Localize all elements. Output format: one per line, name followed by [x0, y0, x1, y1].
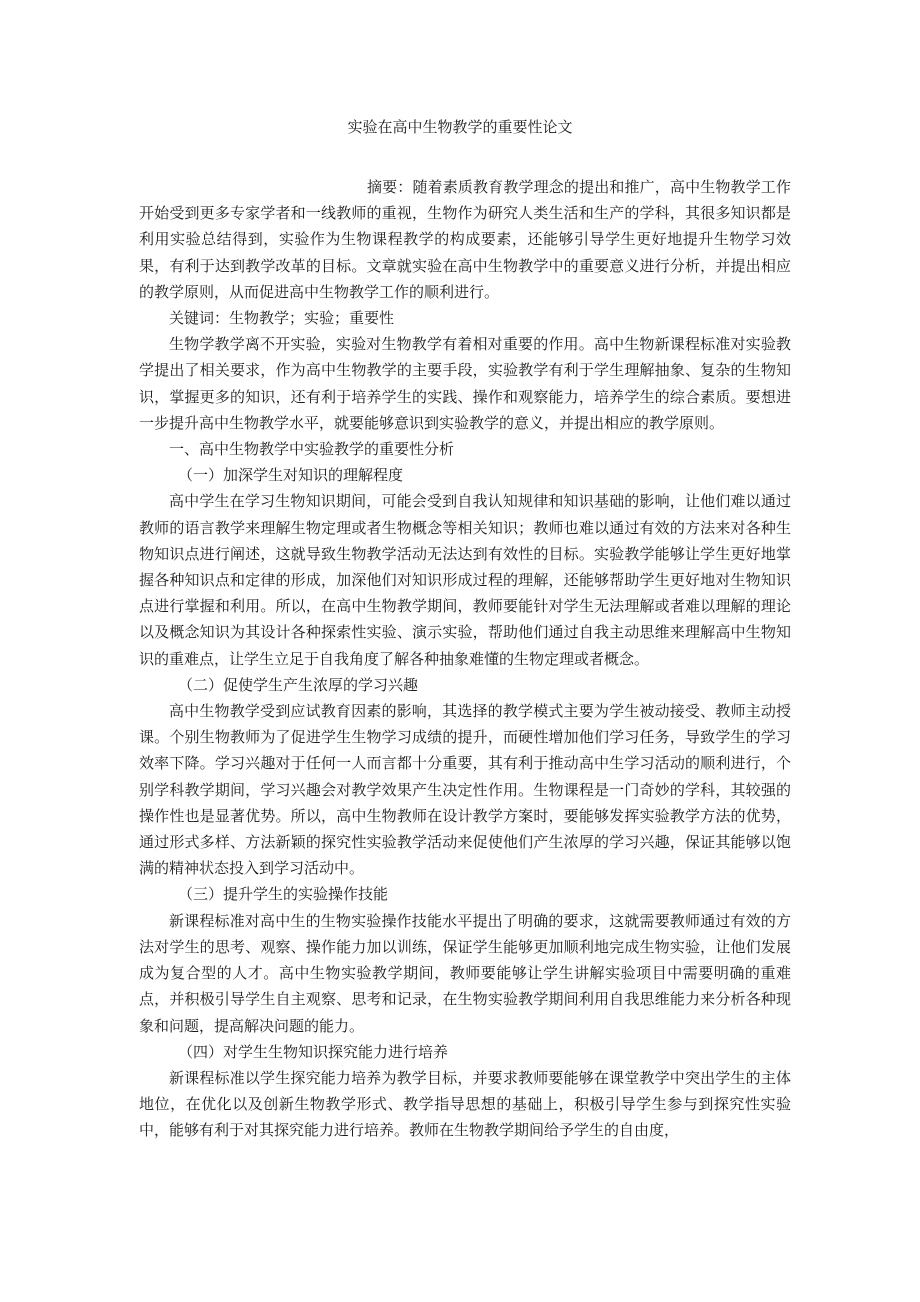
- subsection-heading: （二）促使学生产生浓厚的学习兴趣: [178, 675, 419, 694]
- section-heading: 一、高中生物教学中实验教学的重要性分析: [169, 440, 455, 459]
- keywords-line: 关键词：生物教学；实验；重要性: [169, 309, 395, 328]
- subsection-heading: （四）对学生生物知识探究能力进行培养: [178, 1042, 449, 1061]
- body-paragraph: 新课程标准以学生探究能力培养为教学目标，并要求教师要能够在课堂教学中突出学生的主体地位，在优化以及创新生物教学形式、教学指导思想的基础上，积极引导学生参与到探究性实验中，能够有利于对其探究能力进行培养。教师在生物教学期间给予学生的自由度，: [139, 1068, 791, 1140]
- body-paragraph: 新课程标准对高中生的生物实验操作技能水平提出了明确的要求，这就需要教师通过有效的方法对学生的思考、观察、操作能力加以训练，保证学生能够更加顺利地完成生物实验，让他们发展成为复合型的人才。高中生物实验教学期间，教师要能够让学生讲解实验项目中需要明确的重难点，并积极引导学生自主观察、思考和记录，在生物实验教学期间利用自我思维能力来分析各种现象和问题，提高解决问题的能力。: [139, 911, 791, 1035]
- document-body: [139, 174, 791, 1144]
- body-paragraph: 高中生物教学受到应试教育因素的影响，其选择的教学模式主要为学生被动接受、教师主动授课。个别生物教师为了促进学生生物学习成绩的提升，而硬性增加他们学习任务，导致学生的学习效率下降。学习兴趣对于任何一人而言都十分重要，其有利于推动高中生学习活动的顺利进行，个别学科教学期间，学习兴趣会对教学效果产生决定性作用。生物课程是一门奇妙的学科，其较强的操作性也是显著优势。所以，高中生物教师在设计教学方案时，要能够发挥实验教学方法的优势，通过形式多样、方法新颖的探究性实验教学活动来促使他们产生浓厚的学习兴趣，保证其能够以饱满的精神状态投入到学习活动中。: [139, 702, 791, 878]
- intro-paragraph: 生物学教学离不开实验，实验对生物教学有着相对重要的作用。高中生物新课程标准对实验教学提出了相关要求，作为高中生物教学的主要手段，实验教学有利于学生理解抽象、复杂的生物知识，掌握更多的知识，还有利于培养学生的实践、操作和观察能力，培养学生的综合素质。要想进一步提升高中生物教学水平，就要能够意识到实验教学的意义，并提出相应的教学原则。: [139, 335, 791, 432]
- page-title: 实验在高中生物教学的重要性论文: [347, 118, 573, 136]
- subsection-heading: （一）加深学生对知识的理解程度: [178, 466, 404, 485]
- subsection-heading: （三）提升学生的实验操作技能: [178, 885, 389, 904]
- body-paragraph: 高中学生在学习生物知识期间，可能会受到自我认知规律和知识基础的影响，让他们难以通过教师的语言教学来理解生物定理或者生物概念等相关知识；教师也难以通过有效的方法来对各种生物知识点进行阐述，这就导致生物教学活动无法达到有效性的目标。实验教学能够让学生更好地掌握各种知识点和定律的形成，加深他们对知识形成过程的理解，还能够帮助学生更好地对生物知识点进行掌握和利用。所以，在高中生物教学期间，教师要能针对学生无法理解或者难以理解的理论以及概念知识为其设计各种探索性实验、演示实验，帮助他们通过自我主动思维来理解高中生物知识的重难点，让学生立足于自我角度了解各种抽象难懂的生物定理或者概念。: [139, 492, 791, 668]
- abstract-paragraph: 摘要：随着素质教育教学理念的提出和推广，高中生物教学工作开始受到更多专家学者和一线教师的重视，生物作为研究人类生活和生产的学科，其很多知识都是利用实验总结得到，实验作为生物课程教学的构成要素，还能够引导学生更好地提升生物学习效果，有利于达到教学改革的目标。文章就实验在高中生物教学中的重要意义进行分析，并提出相应的教学原则，从而促进高中生物教学工作的顺利进行。: [139, 178, 791, 301]
